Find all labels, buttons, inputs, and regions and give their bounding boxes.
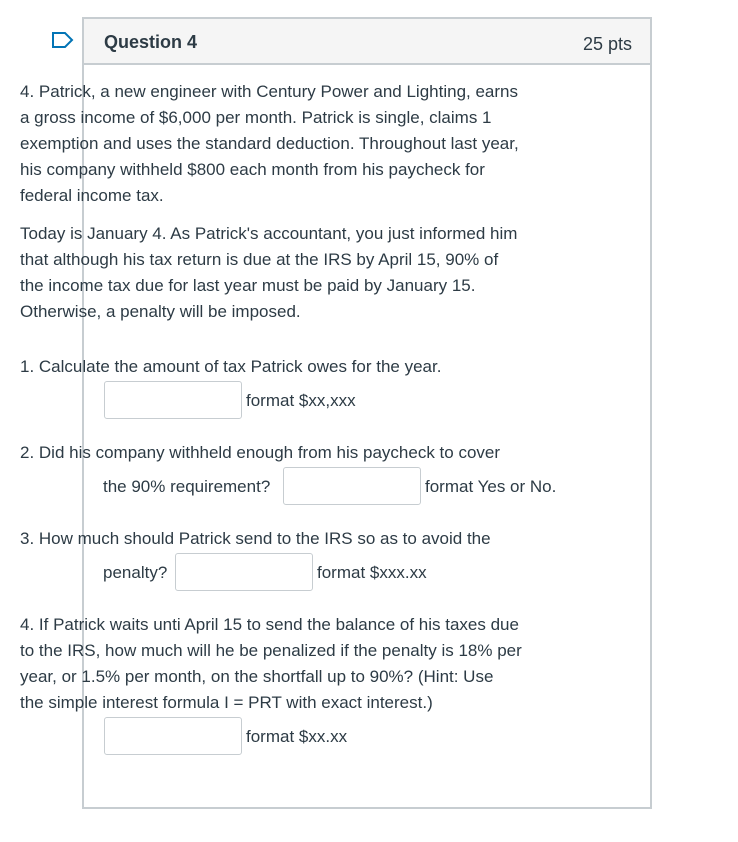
part-4-format-hint: format $xx.xx xyxy=(246,727,348,746)
question-title: Question 4 xyxy=(104,32,198,52)
intro-paragraph-2: Today is January 4. As Patrick's accountant, you just informed him that although his tax return is due at the IRS by April 15, 90% of the income tax due for last year must be paid by January 15. Otherwise, a penalty will be imposed. xyxy=(20,224,518,321)
part-3-prompt-line-2: penalty? xyxy=(103,563,168,582)
intro-paragraph-1: 4. Patrick, a new engineer with Century Power and Lighting, earns a gross income of $6,000 per month. Patrick is single, claims 1 exemption and uses the standard deduction. Throughout last year, his company withheld $800 each month from his paycheck for federal income tax. xyxy=(20,82,519,205)
question-points: 25 pts xyxy=(582,34,632,54)
part-3-answer-input[interactable] xyxy=(175,553,313,591)
part-2-answer-input[interactable] xyxy=(283,467,421,505)
part-1-prompt: 1. Calculate the amount of tax Patrick owes for the year. xyxy=(20,357,442,376)
part-4-prompt: 4. If Patrick waits unti April 15 to send the balance of his taxes due to the IRS, how much will he be penalized if the penalty is 18% per year, or 1.5% per month, on the shortfall up to 90%? (Hint: Use the simple interest formula I = PRT with exact interest.) xyxy=(20,615,522,712)
part-2-prompt-line-1: 2. Did his company withheld enough from his paycheck to cover xyxy=(20,443,501,462)
part-3-prompt-line-1: 3. How much should Patrick send to the IRS so as to avoid the xyxy=(20,529,491,548)
question-text xyxy=(20,79,555,325)
flag-question-icon[interactable] xyxy=(51,31,75,49)
part-2-prompt-line-2: the 90% requirement? xyxy=(103,477,271,496)
question-header xyxy=(84,19,650,65)
part-1-format-hint: format $xx,xxx xyxy=(246,391,356,410)
part-1-answer-input[interactable] xyxy=(104,381,242,419)
part-3-format-hint: format $xxx.xx xyxy=(317,563,427,582)
part-2-format-hint: format Yes or No. xyxy=(425,477,557,496)
part-4-answer-input[interactable] xyxy=(104,717,242,755)
